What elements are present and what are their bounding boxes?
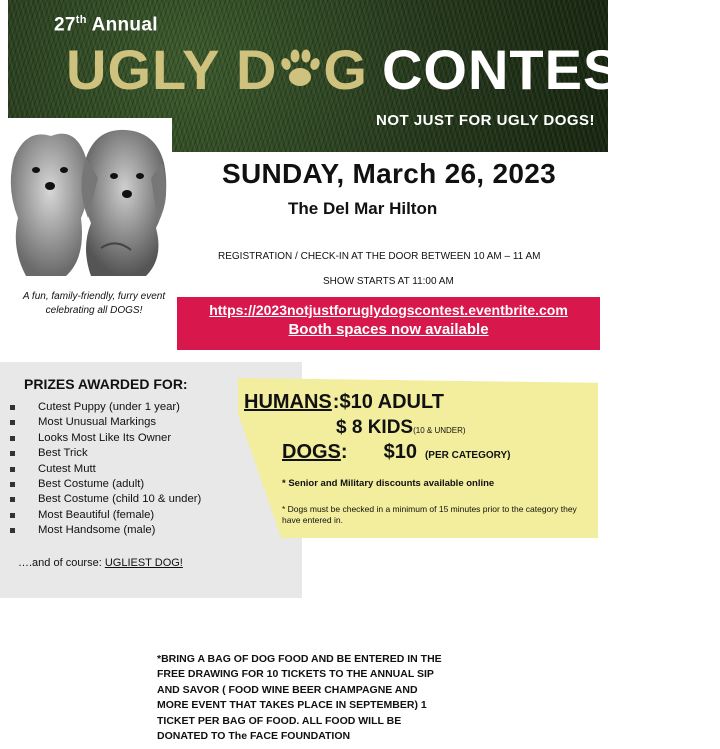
prizes-list bbox=[8, 400, 201, 539]
link-box bbox=[177, 297, 600, 350]
list-item: Looks Most Like Its Owner bbox=[8, 431, 201, 446]
contest-title: UGLY D G CONTEST bbox=[66, 38, 657, 101]
show-start-time: SHOW STARTS AT 11:00 AM bbox=[323, 276, 454, 287]
humans-price: HUMANS:$10 ADULT bbox=[244, 391, 444, 413]
dog-caption: A fun, family-friendly, furry event celebrating all DOGS! bbox=[22, 291, 166, 316]
kids-price: $ 8 KIDS(10 & UNDER) bbox=[336, 417, 466, 438]
dog-food-drawing-note: *BRING A BAG OF DOG FOOD AND BE ENTERED IN THE FREE DRAWING FOR 10 TICKETS TO THE ANNUAL SIP AND SAVOR ( FOOD WINE BEER CHAMPAGNE AND MORE EVENT THAT TAKES PLACE IN SEPTEMBER) 1 TICKET PER BAG OF FOOD. ALL FOOD WILL BE DONATED TO The FACE FOUNDATION bbox=[157, 653, 442, 743]
prizes-heading: PRIZES AWARDED FOR: bbox=[24, 376, 188, 392]
event-venue: The Del Mar Hilton bbox=[288, 199, 438, 218]
list-item: Best Costume (child 10 & under) bbox=[8, 492, 201, 507]
list-item: Cutest Mutt bbox=[8, 462, 201, 477]
list-item: Best Trick bbox=[8, 446, 201, 461]
booth-spaces-link[interactable]: Booth spaces now available bbox=[288, 321, 489, 338]
dogs-photo bbox=[6, 118, 172, 278]
dogs-price: DOGS: $10 (PER CATEGORY) bbox=[282, 441, 511, 463]
list-item: Cutest Puppy (under 1 year) bbox=[8, 400, 201, 415]
eventbrite-link[interactable]: https://2023notjustforuglydogscontest.eventbrite.com bbox=[209, 302, 568, 318]
ugliest-dog-label: UGLIEST DOG! bbox=[104, 557, 183, 569]
list-item: Most Beautiful (female) bbox=[8, 508, 201, 523]
discount-note: * Senior and Military discounts available online bbox=[282, 478, 495, 489]
registration-info: REGISTRATION / CHECK-IN AT THE DOOR BETWEEN 10 AM – 11 AM bbox=[218, 251, 541, 262]
event-date: SUNDAY, March 26, 2023 bbox=[222, 158, 556, 189]
list-item: Most Unusual Markings bbox=[8, 415, 201, 430]
list-item: Best Costume (adult) bbox=[8, 477, 201, 492]
paw-print-icon bbox=[278, 47, 322, 91]
checkin-note: * Dogs must be checked in a minimum of 15 minutes prior to the category they have entered in. bbox=[282, 504, 577, 525]
annual-label: 27th Annual bbox=[54, 14, 158, 36]
ugliest-dog-line: ….and of course: UGLIEST DOG! bbox=[18, 557, 183, 569]
tagline: NOT JUST FOR UGLY DOGS! bbox=[376, 112, 596, 129]
list-item: Most Handsome (male) bbox=[8, 523, 201, 538]
